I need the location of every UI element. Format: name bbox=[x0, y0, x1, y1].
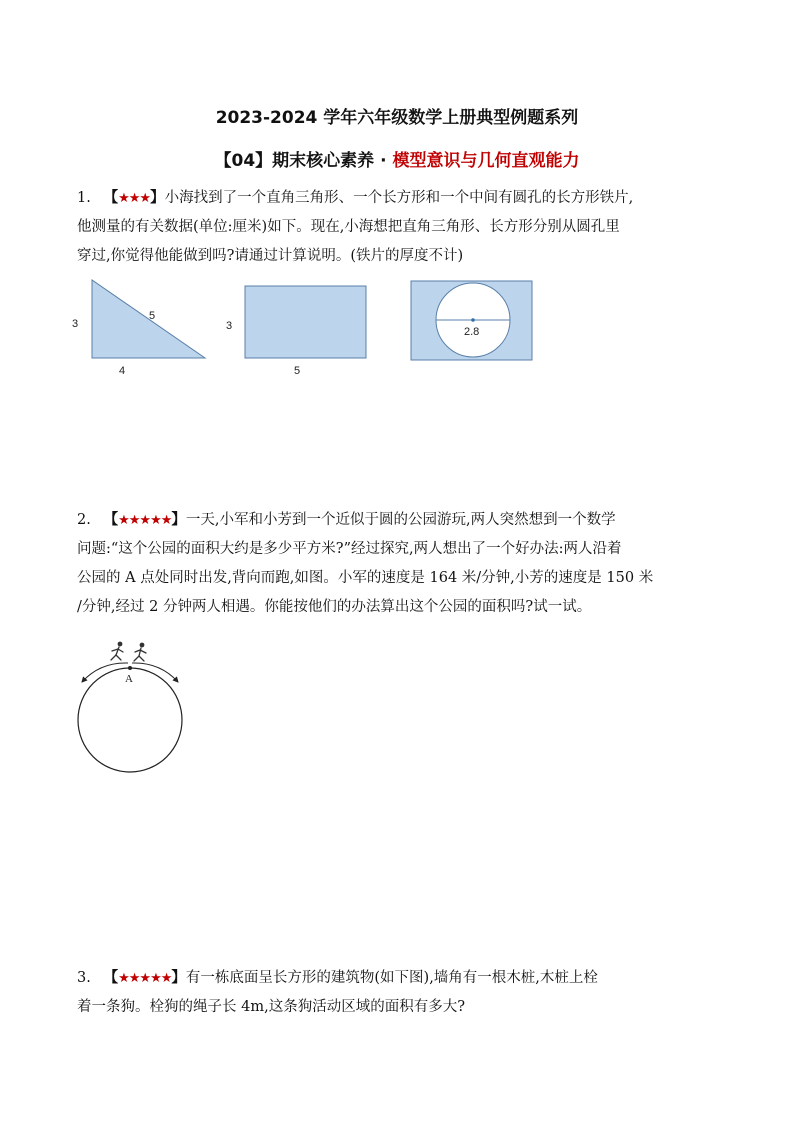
question-2-text-1: 一天,小军和小芳到一个近似于圆的公园游玩,两人突然想到一个数学 bbox=[185, 512, 616, 528]
question-1-text-3: 穿过,你觉得他能做到吗?请通过计算说明。(铁片的厚度不计) bbox=[77, 248, 464, 264]
subtitle-prefix: 【04】期末核心素养 · bbox=[214, 151, 393, 171]
question-1-number: 1. bbox=[77, 190, 91, 206]
point-a-dot bbox=[128, 666, 132, 670]
left-direction-arrow bbox=[82, 663, 128, 682]
rectangle-height-label: 3 bbox=[226, 320, 233, 332]
question-1-text-2: 他测量的有关数据(单位:厘米)如下。现在,小海想把直角三角形、长方形分别从圆孔里 bbox=[77, 219, 620, 235]
question-1-line-1 bbox=[77, 183, 727, 213]
difficulty-stars: ★★★ bbox=[118, 191, 151, 206]
difficulty-badge: 【★★★★★】 bbox=[103, 969, 186, 986]
subtitle-highlight: 模型意识与几何直观能力 bbox=[392, 151, 580, 171]
difficulty-badge: 【★★★★★】 bbox=[103, 511, 186, 528]
question-2-line-1 bbox=[77, 505, 727, 535]
park-figure bbox=[70, 640, 195, 770]
question-3-number: 3. bbox=[77, 970, 91, 986]
triangle-height-label: 3 bbox=[72, 318, 79, 330]
question-3-text-2: 着一条狗。栓狗的绳子长 4m,这条狗活动区域的面积有多大? bbox=[77, 999, 465, 1015]
point-a-label: A bbox=[125, 673, 133, 685]
right-direction-arrow bbox=[132, 663, 178, 682]
plate-with-hole-figure bbox=[410, 280, 535, 365]
rectangle-shape bbox=[245, 286, 366, 358]
hole-center bbox=[471, 318, 475, 322]
question-3-text-1: 有一栋底面呈长方形的建筑物(如下图),墙角有一根木桩,木桩上栓 bbox=[185, 970, 598, 986]
hole-diameter-label: 2.8 bbox=[464, 326, 480, 338]
triangle-hypotenuse-label: 5 bbox=[149, 310, 156, 322]
question-1-text-1: 小海找到了一个直角三角形、一个长方形和一个中间有圆孔的长方形铁片, bbox=[164, 190, 634, 206]
page-title: 2023-2024 学年六年级数学上册典型例题系列 bbox=[215, 108, 579, 128]
question-2-text-2: 问题:“这个公园的面积大约是多少平方米?”经过探究,两人想出了一个好办法:两人沿着 bbox=[77, 541, 622, 557]
difficulty-stars: ★★★★★ bbox=[118, 971, 172, 986]
runner-left-icon bbox=[111, 642, 123, 660]
rectangle-figure bbox=[220, 275, 380, 385]
question-2-number: 2. bbox=[77, 512, 91, 528]
runner-right-icon bbox=[134, 643, 146, 661]
triangle-base-label: 4 bbox=[119, 365, 126, 377]
question-2 bbox=[77, 505, 727, 622]
question-2-text-3: 公园的 A 点处同时出发,背向而跑,如图。小军的速度是 164 米/分钟,小芳的速度是 150 米 bbox=[77, 570, 654, 586]
triangle-figure bbox=[60, 275, 220, 385]
question-2-text-4: /分钟,经过 2 分钟两人相遇。你能按他们的办法算出这个公园的面积吗?试一试。 bbox=[77, 599, 592, 615]
rectangle-width-label: 5 bbox=[294, 365, 301, 377]
difficulty-badge: 【★★★】 bbox=[103, 189, 165, 206]
difficulty-stars: ★★★★★ bbox=[118, 513, 172, 528]
question-1 bbox=[77, 183, 727, 271]
page-subtitle bbox=[0, 146, 794, 171]
question-3-line-1 bbox=[77, 963, 727, 993]
question-3 bbox=[77, 963, 727, 1022]
